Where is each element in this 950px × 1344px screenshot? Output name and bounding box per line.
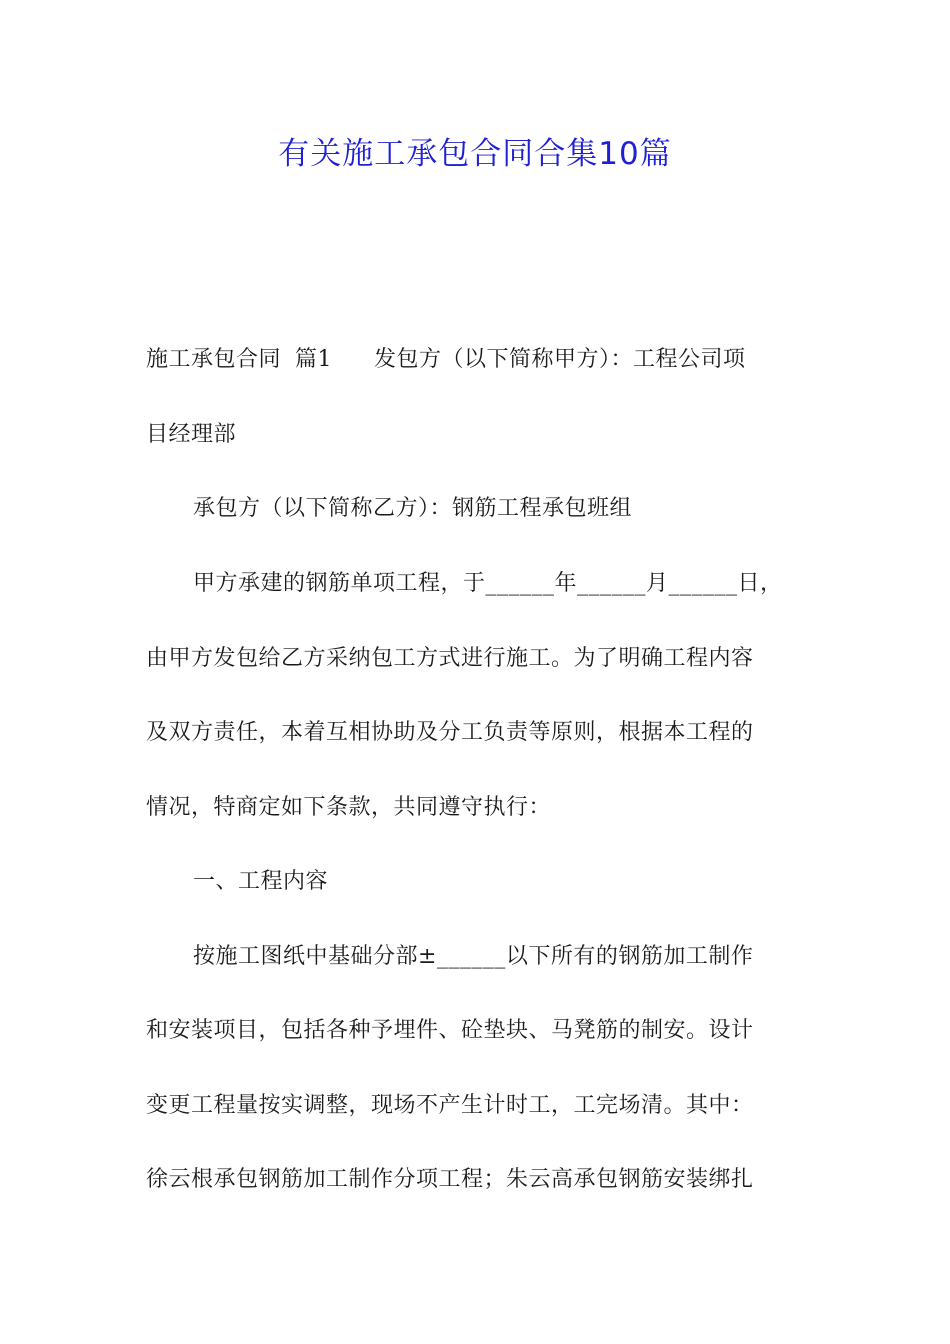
- paragraph-line: 承包方（以下简称乙方）：钢筋工程承包班组: [193, 496, 633, 521]
- paragraph-line: 变更工程量按实调整，现场不产生计时工，工完场清。其中：: [146, 1093, 754, 1118]
- subheading: 一、工程内容: [193, 869, 329, 894]
- paragraph-line: 甲方承建的钢筋单项工程，于______年______月______日，: [193, 571, 783, 596]
- paragraph-line: 由甲方发包给乙方采纳包工方式进行施工。为了明确工程内容: [146, 646, 754, 671]
- paragraph-line: 按施工图纸中基础分部±______以下所有的钢筋加工制作: [193, 944, 754, 969]
- document-title: 有关施工承包合同合集10篇: [278, 136, 672, 172]
- section-number: 篇1: [295, 347, 333, 372]
- paragraph-line: 发包方（以下简称甲方）：工程公司项: [374, 347, 746, 372]
- section-label: 施工承包合同: [146, 347, 282, 372]
- paragraph-line: 及双方责任，本着互相协助及分工负责等原则，根据本工程的: [146, 720, 754, 745]
- paragraph-line: 情况，特商定如下条款，共同遵守执行：: [146, 795, 552, 820]
- paragraph-line: 和安装项目，包括各种予埋件、砼垫块、马凳筋的制安。设计: [146, 1018, 754, 1043]
- section-heading-line: [146, 345, 746, 375]
- paragraph-line: 目经理部: [146, 422, 237, 447]
- paragraph-line: 徐云根承包钢筋加工制作分项工程；朱云高承包钢筋安装绑扎: [146, 1167, 754, 1192]
